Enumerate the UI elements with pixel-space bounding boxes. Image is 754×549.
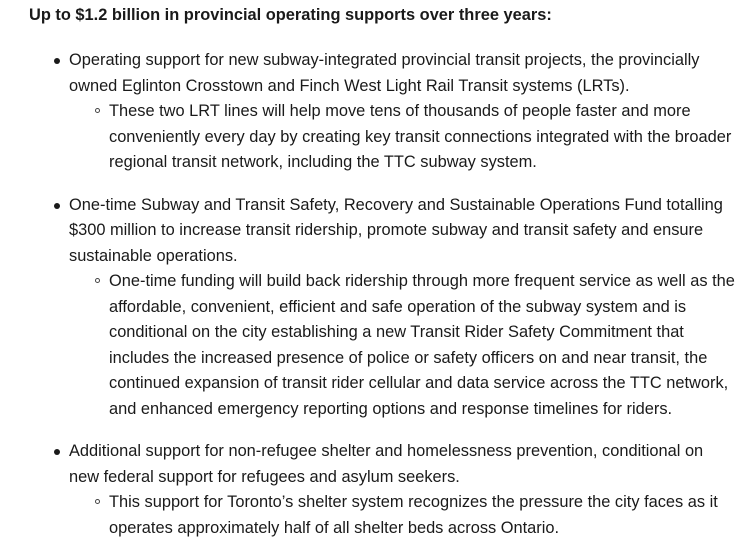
- hollow-bullet-icon: [95, 499, 100, 504]
- bullet-icon: [54, 58, 60, 64]
- list-item: [0, 193, 754, 423]
- support-list: [0, 48, 754, 549]
- sub-list-item-text-line: continued expansion of transit rider cellular and data service across the TTC network,: [109, 374, 729, 392]
- sub-list-item-text-line: regional transit network, including the TTC subway system.: [109, 153, 537, 171]
- list-item: [0, 439, 754, 541]
- sub-list-item: [69, 99, 754, 176]
- sub-list-item-text-line: conditional on the city establishing a new Transit Rider Safety Commitment that: [109, 323, 684, 341]
- list-item-text-line: One-time Subway and Transit Safety, Recovery and Sustainable Operations Fund totalling: [69, 195, 723, 214]
- sub-list-item-text-line: conveniently every day by creating key transit connections integrated with the broader: [109, 127, 732, 146]
- sub-list-item-text-line: These two LRT lines will help move tens of thousands of people faster and more: [109, 102, 691, 120]
- list-item-text-line: Additional support for non-refugee shelter and homelessness prevention, conditional on: [69, 442, 704, 460]
- list-item-text-line: owned Eglinton Crosstown and Finch West Light Rail Transit systems (LRTs).: [69, 76, 630, 95]
- sub-list-item-text-line: and enhanced emergency reporting options and response timelines for riders.: [109, 399, 673, 418]
- list-item: [0, 48, 754, 176]
- section-heading: Up to $1.2 billion in provincial operating supports over three years:: [29, 6, 552, 24]
- sub-list-item: [69, 490, 754, 541]
- sub-list: [69, 99, 754, 176]
- sub-list: [69, 490, 754, 541]
- sub-list-item-text-line: This support for Toronto’s shelter system recognizes the pressure the city faces as it: [109, 493, 718, 511]
- list-item-text-line: new federal support for refugees and asylum seekers.: [69, 467, 460, 486]
- list-item-text-line: Operating support for new subway-integrated provincial transit projects, the provincially: [69, 51, 700, 69]
- sub-list-item-text-line: includes the increased presence of police or safety officers on and near transit, the: [109, 348, 708, 367]
- sub-list-item: [69, 269, 754, 422]
- bullet-icon: [54, 449, 60, 455]
- list-item-text-line: $300 million to increase transit ridership, promote subway and transit safety and ensure: [69, 221, 704, 239]
- sub-list: [69, 269, 754, 422]
- list-item-text-line: sustainable operations.: [69, 246, 238, 265]
- hollow-bullet-icon: [95, 278, 100, 283]
- bullet-icon: [54, 203, 60, 209]
- sub-list-item-text-line: affordable, convenient, efficient and safe operation of the subway system and is: [109, 297, 687, 316]
- hollow-bullet-icon: [95, 108, 100, 113]
- sub-list-item-text-line: One-time funding will build back ridership through more frequent service as well as the: [109, 272, 735, 290]
- sub-list-item-text-line: operates approximately half of all shelter beds across Ontario.: [109, 518, 560, 537]
